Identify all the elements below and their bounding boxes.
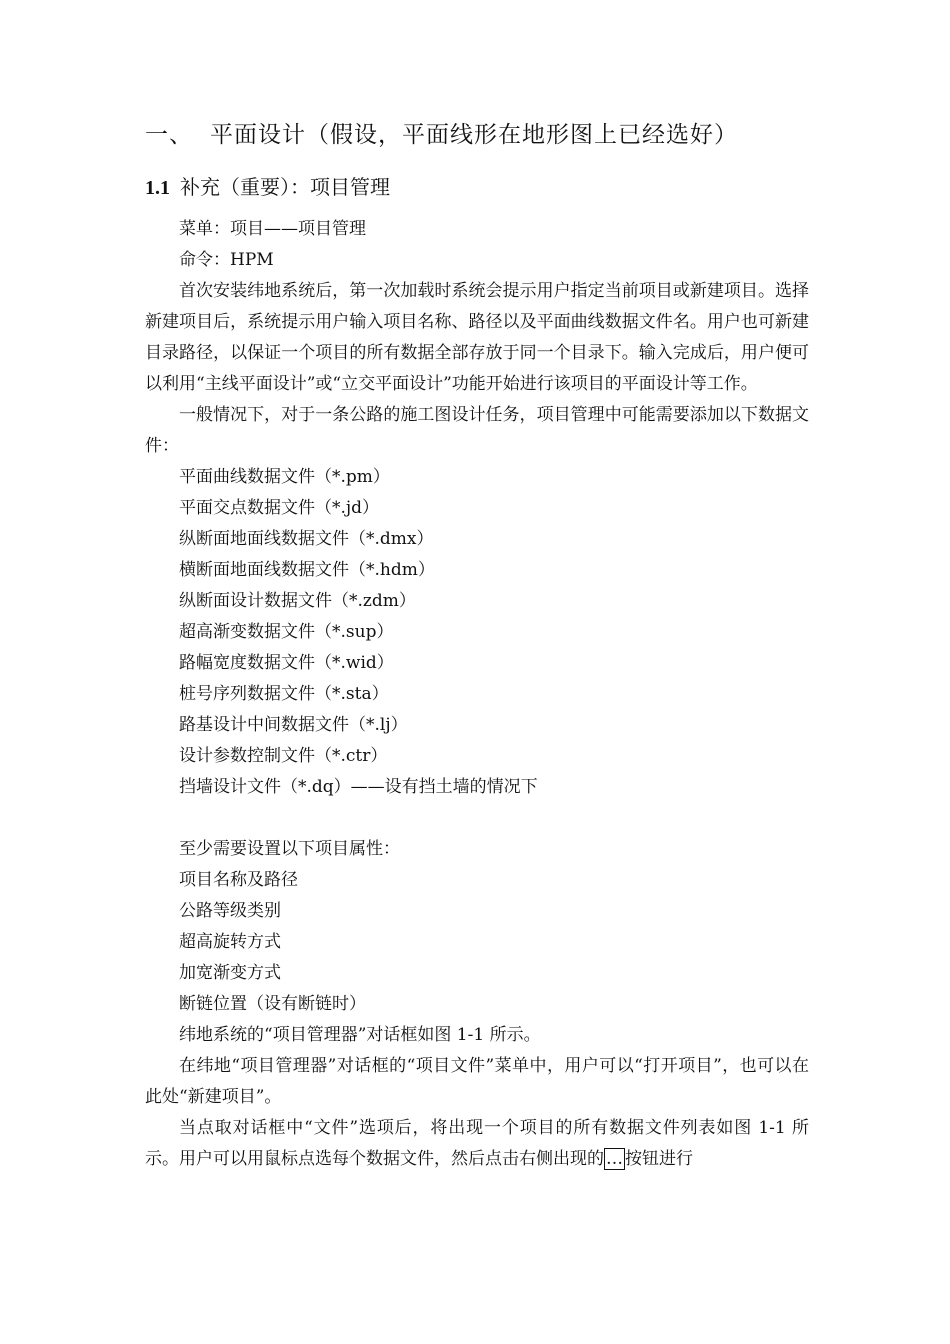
section-number: 1.1 [145,177,170,199]
property-item: 公路等级类别 [179,901,281,921]
command-line: 命令：HPM [179,250,274,270]
figure-reference-paragraph: 纬地系统的“项目管理器”对话框如图 1-1 所示。 [179,1025,541,1045]
section-heading [145,171,390,200]
file-item: 平面交点数据文件（*.jd） [179,498,380,518]
file-item: 横断面地面线数据文件（*.hdm） [179,560,435,580]
property-item: 加宽渐变方式 [179,963,281,983]
file-item: 桩号序列数据文件（*.sta） [179,684,389,704]
section-title: 补充（重要）：项目管理 [180,175,390,199]
chapter-number: 一、 [145,122,193,148]
file-item: 纵断面地面线数据文件（*.dmx） [179,529,434,549]
intro-paragraph: 首次安装纬地系统后，第一次加载时系统会提示用户指定当前项目或新建项目。选择新建项目后，系统提示用户输入项目名称、路径以及平面曲线数据文件名。用户也可新建目录路径，以保证一个项目的所有数据全部存放于同一个目录下。输入完成后，用户便可以利用“主线平面设计”或“立交平面设计”功能开始进行该项目的平面设计等工作。 [145,281,809,394]
file-item: 路幅宽度数据文件（*.wid） [179,653,394,673]
chapter-title: 平面设计（假设，平面线形在地形图上已经选好） [210,122,738,148]
file-item: 路基设计中间数据文件（*.lj） [179,715,408,735]
properties-intro: 至少需要设置以下项目属性： [179,839,400,859]
files-intro-paragraph: 一般情况下，对于一条公路的施工图设计任务，项目管理中可能需要添加以下数据文件： [145,405,809,456]
paragraph-text-after: 按钮进行 [625,1149,693,1169]
document-body [145,214,809,1175]
property-item: 项目名称及路径 [179,870,298,890]
menu-line: 菜单：项目——项目管理 [179,219,366,239]
file-item: 超高渐变数据文件（*.sup） [179,622,394,642]
data-file-list-paragraph [145,1113,809,1175]
ellipsis-button-glyph: … [606,1149,623,1169]
file-item: 平面曲线数据文件（*.pm） [179,467,390,487]
file-item: 挡墙设计文件（*.dq）——设有挡土墙的情况下 [179,777,538,797]
blank-line [145,803,809,834]
paragraph-text-before: 当点取对话框中“文件”选项后，将出现一个项目的所有数据文件列表如图 1-1 所示。用户可以用鼠标点选每个数据文件，然后点击右侧出现的 [145,1118,809,1169]
file-item: 设计参数控制文件（*.ctr） [179,746,388,766]
file-item: 纵断面设计数据文件（*.zdm） [179,591,416,611]
property-item: 超高旋转方式 [179,932,281,952]
chapter-heading [145,116,738,149]
property-item: 断链位置（设有断链时） [179,994,366,1014]
project-file-menu-paragraph: 在纬地“项目管理器”对话框的“项目文件”菜单中，用户可以“打开项目”，也可以在此处“新建项目”。 [145,1056,809,1107]
